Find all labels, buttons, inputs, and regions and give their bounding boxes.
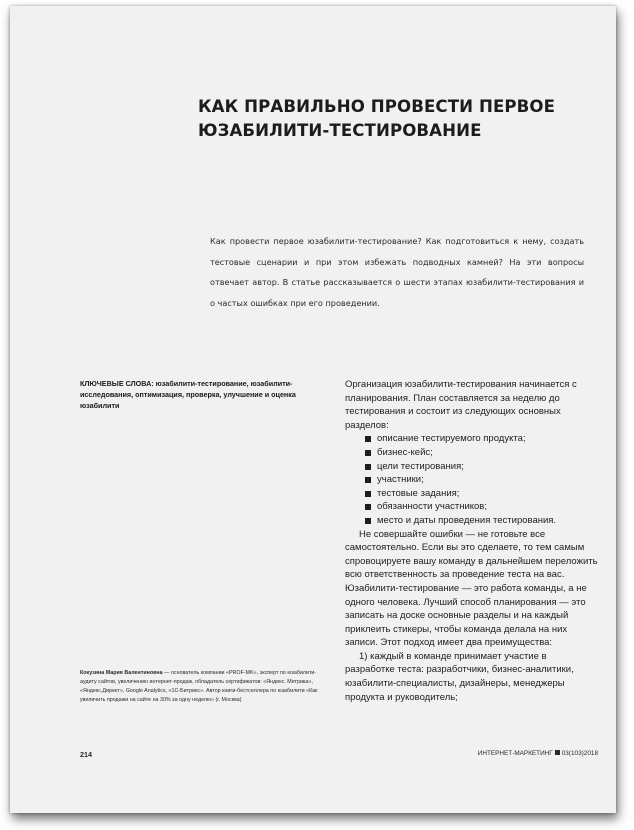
list-item: участники;: [365, 473, 598, 487]
list-item: обязанности участников;: [365, 500, 598, 514]
list-item: место и даты проведения тестирования.: [365, 514, 598, 528]
plan-sections-list: [345, 432, 598, 527]
square-bullet-icon: [365, 504, 371, 510]
running-footer: [440, 750, 598, 757]
list-item: цели тестирования;: [365, 460, 598, 474]
keywords-block: КЛЮЧЕВЫЕ СЛОВА: юзабилити-тестирование, юзабилити-исследования, оптимизация, проверка, улучшение и оценка юзабилити: [80, 379, 296, 411]
square-bullet-icon: [365, 464, 371, 470]
square-bullet-icon: [365, 450, 371, 456]
article-body: [345, 378, 598, 704]
square-bullet-icon: [365, 436, 371, 442]
body-paragraph: 1) каждый в команде принимает участие в разработке теста: разработчики, бизнес-аналитики, юзабилити-специалисты, дизайнеры, менеджеры продукта и руководитель;: [345, 650, 574, 703]
square-bullet-icon: [365, 477, 371, 483]
square-bullet-icon: [365, 518, 371, 524]
author-bio: — основатель компании «PROF-MK», эксперт по юзабилити-аудиту сайтов, увеличению интернет-продаж, обладатель сертификатов: «Яндекс. Метрика», «Яндекс.Директ», Google Analytics, «1С-Битрикс». Автор книги-бестселлера по юзабилити «Как увеличить продажи на сайте на 30% за одну неделю» (г. Москва): [80, 670, 318, 703]
square-bullet-icon: [365, 491, 371, 497]
square-separator-icon: [555, 750, 560, 755]
magazine-page: [10, 6, 616, 813]
list-item: бизнес-кейс;: [365, 446, 598, 460]
list-item: описание тестируемого продукта;: [365, 432, 598, 446]
article-title: КАК ПРАВИЛЬНО ПРОВЕСТИ ПЕРВОЕ ЮЗАБИЛИТИ-ТЕСТИРОВАНИЕ: [198, 97, 556, 140]
journal-name: ИНТЕРНЕТ-МАРКЕТИНГ: [477, 750, 553, 757]
issue-number: 03(103)2018: [561, 750, 598, 757]
article-lead: Как провести первое юзабилити-тестирование? Как подготовиться к нему, создать тестовые сценарии и при этом избежать подводных камней? На эти вопросы отвечает автор. В статье рассказывается о шести этапах юзабилити-тестирования и о частых ошибках при его проведении.: [210, 236, 584, 308]
list-item: тестовые задания;: [365, 487, 598, 501]
page-number: 214: [80, 750, 92, 759]
author-note: [80, 669, 328, 705]
body-paragraph: Не совершайте ошибки — не готовьте все самостоятельно. Если вы это сделаете, то тем самым спровоцируете вашу команду в дальнейшем переложить всю ответственность за проведение теста на вас. Юзабилити-тестирование — это работа команды, а не одного человека. Лучший способ планирования — это записать на доске основные разделы и на каждый приклеить стикеры, чтобы команда делала на них записи. Этот подход имеет два преимущества:: [345, 528, 598, 649]
body-intro: Организация юзабилити-тестирования начинается с планирования. План составляется за неделю до тестирования и состоит из следующих основных разделов:: [345, 379, 577, 431]
author-name: Кокузина Мария Валентиновна: [80, 670, 163, 676]
